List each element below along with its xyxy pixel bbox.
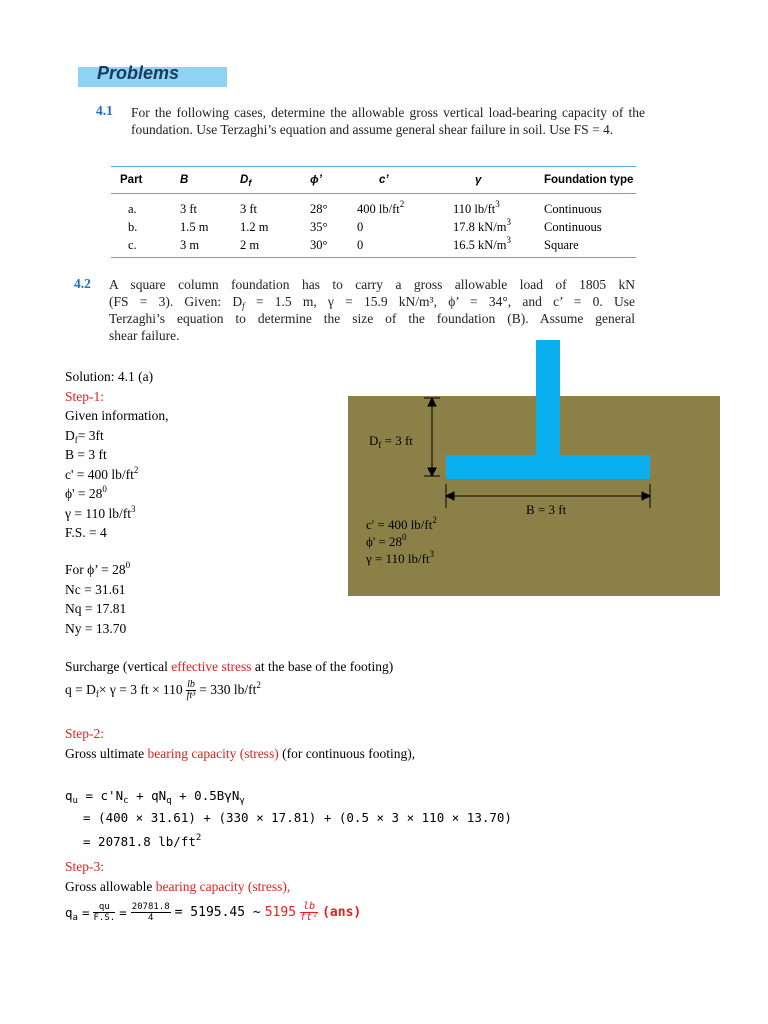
qa-equation: $q_a$ = $\frac{qu}{F.S.}$ = $\frac{20781.8}{4}$ = 5195.45 ~ 5195 $\frac{lb}{\text{ft²}}$ (ans): [65, 901, 362, 923]
answer-label: (ans): [322, 905, 362, 920]
problem-4-2-line4: shear failure.: [109, 328, 180, 343]
qa-fraction-1: $\frac{qu}{F.S.}$: [93, 902, 116, 923]
diagram-gamma-label: γ = 110 $lb/ft^3$: [366, 549, 435, 566]
qa-fraction-2: $\frac{20781.8}{4}$: [131, 902, 170, 923]
given-phi: $\phi' = 28^0$: [65, 484, 107, 501]
factor-nq: Nq = 17.81: [65, 601, 127, 616]
problem-number-4-1: 4.1: [96, 103, 113, 118]
problem-4-1-text: For the following cases, determine the allowable gross vertical load-bearing capacity of the foundation. Use Terzaghi’s equation and assume general shear failure in soil. Use FS = 4.: [131, 105, 645, 137]
diagram-df-label: $D_f = 3$ ft: [369, 433, 413, 450]
diagram-soil-props: [366, 516, 437, 567]
given-gamma: γ = 110 $lb/ft^3$: [65, 503, 136, 521]
problem-4-2-text: [109, 276, 635, 344]
col-header-gamma: γ: [475, 174, 482, 186]
table-row: c. 3 m 2 m 30° 0 16.5 $kN/m^3$ Square: [128, 234, 579, 252]
surcharge-line: Surcharge (vertical effective stress at the base of the footing): [65, 659, 394, 674]
problem-number-4-2: 4.2: [74, 276, 91, 291]
given-fs: F.S. = 4: [65, 525, 107, 540]
diagram-phi-label: $\phi' = 28^0$: [366, 532, 407, 549]
given-information: Given information,: [65, 408, 169, 423]
problems-title: Problems: [97, 63, 180, 83]
bearing-factors-block: [65, 560, 130, 638]
for-phi: For ϕ’ = $28^0$: [65, 560, 131, 577]
col-header-part: Part: [120, 174, 143, 186]
given-df: $D_f= 3ft$: [65, 427, 104, 445]
problem-4-2-line2: (FS = 3). Given: $D_f = 1.5$ m, γ = 15.9 kN/m³, ϕ’ = 34°, and c’ = 0. Use: [109, 294, 635, 311]
surcharge-equation: $q = D_f\times \gamma = 3$ ft × 110 $\frac{lb}{\text{ft³}}$ = 330 $lb/ft^2$: [65, 679, 261, 702]
surcharge-unit-fraction: $\frac{lb}{\text{ft³}}$: [186, 679, 196, 702]
step-1-label: Step-1:: [65, 388, 104, 404]
solution-given-block: [65, 367, 168, 543]
qu-equation: $q_u = c'N_c + qN_q + 0.5B\gamma N_\gamma$: [65, 788, 245, 806]
qu-substitution: = (400 × 31.61) + (330 × 17.81) + (0.5 × 3 × 110 × 13.70): [83, 810, 512, 825]
given-c: c' = 400 $lb/ft^2$: [65, 464, 139, 482]
col-header-foundation-type: Foundation type: [544, 174, 634, 186]
col-header-b: B: [180, 174, 189, 186]
step-2-label: Step-2:: [65, 726, 104, 741]
problem-4-2-line3: Terzaghi’s equation to determine the size of the foundation (B). Assume general: [109, 311, 635, 326]
col-header-df: $D_f$: [240, 174, 252, 188]
problem-table: [120, 166, 640, 254]
diagram-c-label: c' = 400 $lb/ft^2$: [366, 515, 437, 532]
gross-allowable-line: Gross allowable bearing capacity (stress),: [65, 879, 291, 894]
step-3-label: Step-3:: [65, 859, 104, 874]
table-row: b. 1.5 m 1.2 m 35° 0 17.8 $kN/m^3$ Continuous: [128, 216, 602, 234]
answer-value: 5195: [264, 905, 297, 920]
answer-unit-fraction: $\frac{lb}{\text{ft²}}$: [300, 901, 319, 923]
qu-result: = 20781.8 $lb/ft^2$: [83, 833, 202, 849]
table-row: a. 3 ft 3 ft 28° 400 $lb/ft^2$ 110 $lb/ft^3$ Continuous: [128, 198, 602, 216]
factor-ny: Ny = 13.70: [65, 620, 127, 636]
given-b: B = 3 ft: [65, 447, 107, 462]
df-dimension: [424, 398, 440, 476]
problem-table-bottom-rule: [111, 257, 636, 258]
solution-heading: Solution: 4.1 (a): [65, 369, 154, 384]
diagram-b-label: B = 3 ft: [526, 502, 567, 517]
col-header-phi: ϕ’: [310, 174, 322, 186]
col-header-c: c’: [379, 174, 389, 186]
problem-4-2-line1: A square column foundation has to carry a gross allowable load of 1805 kN: [109, 277, 635, 292]
factor-nc: Nc = 31.61: [65, 581, 126, 597]
gross-ultimate-line: Gross ultimate bearing capacity (stress) (for continuous footing),: [65, 746, 416, 761]
table-header-row: [120, 166, 640, 194]
